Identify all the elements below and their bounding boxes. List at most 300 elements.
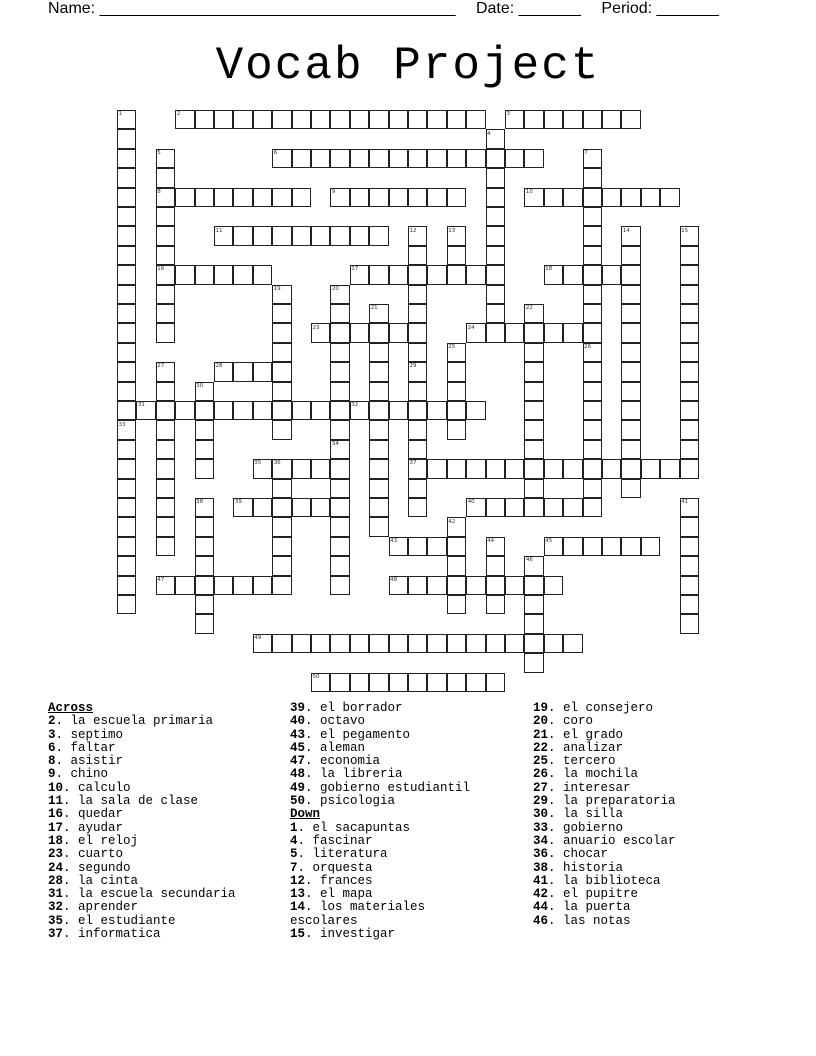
crossword-cell[interactable] <box>660 459 679 478</box>
crossword-cell[interactable] <box>272 556 291 575</box>
crossword-cell[interactable] <box>369 673 388 692</box>
crossword-cell[interactable] <box>156 323 175 342</box>
crossword-cell[interactable] <box>486 673 505 692</box>
crossword-cell[interactable] <box>292 401 311 420</box>
crossword-cell[interactable] <box>369 343 388 362</box>
crossword-cell[interactable] <box>195 420 214 439</box>
crossword-cell[interactable] <box>583 459 602 478</box>
crossword-cell[interactable] <box>524 653 543 672</box>
crossword-cell[interactable] <box>330 362 349 381</box>
crossword-cell[interactable] <box>117 537 136 556</box>
crossword-cell[interactable] <box>389 634 408 653</box>
crossword-cell[interactable] <box>486 498 505 517</box>
crossword-cell[interactable] <box>486 188 505 207</box>
crossword-cell[interactable] <box>447 537 466 556</box>
crossword-cell[interactable] <box>524 459 543 478</box>
crossword-cell[interactable] <box>583 188 602 207</box>
crossword-cell[interactable] <box>214 265 233 284</box>
crossword-cell[interactable] <box>330 401 349 420</box>
crossword-cell[interactable] <box>330 459 349 478</box>
crossword-cell[interactable] <box>447 265 466 284</box>
crossword-cell[interactable] <box>350 110 369 129</box>
crossword-cell[interactable] <box>233 226 252 245</box>
crossword-cell[interactable] <box>680 285 699 304</box>
crossword-cell[interactable] <box>680 304 699 323</box>
crossword-cell[interactable] <box>389 188 408 207</box>
crossword-cell[interactable] <box>427 188 446 207</box>
crossword-cell[interactable] <box>195 517 214 536</box>
crossword-cell[interactable] <box>563 634 582 653</box>
crossword-cell[interactable] <box>311 110 330 129</box>
crossword-cell[interactable] <box>253 188 272 207</box>
crossword-cell[interactable] <box>505 634 524 653</box>
crossword-cell[interactable] <box>486 246 505 265</box>
crossword-cell[interactable] <box>156 420 175 439</box>
crossword-cell[interactable] <box>408 420 427 439</box>
crossword-cell[interactable] <box>680 537 699 556</box>
crossword-cell[interactable] <box>680 323 699 342</box>
crossword-cell[interactable] <box>505 323 524 342</box>
crossword-cell[interactable] <box>292 459 311 478</box>
crossword-cell[interactable] <box>389 110 408 129</box>
crossword-cell[interactable] <box>408 401 427 420</box>
crossword-cell[interactable] <box>680 517 699 536</box>
crossword-cell[interactable] <box>233 265 252 284</box>
crossword-cell[interactable] <box>408 188 427 207</box>
crossword-cell[interactable] <box>447 673 466 692</box>
crossword-cell[interactable] <box>292 498 311 517</box>
crossword-cell[interactable] <box>505 149 524 168</box>
crossword-cell[interactable] <box>524 440 543 459</box>
crossword-cell[interactable] <box>156 537 175 556</box>
crossword-cell[interactable] <box>621 537 640 556</box>
crossword-cell[interactable] <box>253 265 272 284</box>
date-field[interactable]: Date: _______ <box>475 0 581 17</box>
crossword-cell[interactable] <box>330 420 349 439</box>
crossword-cell[interactable] <box>486 323 505 342</box>
crossword-cell[interactable] <box>408 304 427 323</box>
crossword-cell[interactable] <box>447 634 466 653</box>
crossword-cell[interactable] <box>583 323 602 342</box>
crossword-cell[interactable] <box>524 401 543 420</box>
crossword-cell[interactable] <box>408 149 427 168</box>
crossword-cell[interactable] <box>486 556 505 575</box>
crossword-cell[interactable] <box>563 110 582 129</box>
crossword-cell[interactable] <box>486 595 505 614</box>
crossword-cell[interactable] <box>563 498 582 517</box>
crossword-cell[interactable] <box>369 382 388 401</box>
crossword-cell[interactable] <box>563 537 582 556</box>
crossword-cell[interactable] <box>680 614 699 633</box>
crossword-cell[interactable] <box>117 479 136 498</box>
crossword-cell[interactable] <box>583 420 602 439</box>
crossword-cell[interactable] <box>408 537 427 556</box>
crossword-cell[interactable] <box>369 479 388 498</box>
crossword-cell[interactable] <box>272 110 291 129</box>
crossword-cell[interactable] <box>195 576 214 595</box>
crossword-cell[interactable] <box>272 498 291 517</box>
crossword-cell[interactable] <box>272 382 291 401</box>
crossword-cell[interactable] <box>253 362 272 381</box>
crossword-cell[interactable] <box>524 420 543 439</box>
crossword-cell[interactable] <box>117 149 136 168</box>
crossword-cell[interactable] <box>524 323 543 342</box>
crossword-cell[interactable] <box>117 168 136 187</box>
crossword-cell[interactable] <box>680 265 699 284</box>
crossword-cell[interactable] <box>447 188 466 207</box>
crossword-cell[interactable] <box>486 265 505 284</box>
crossword-cell[interactable] <box>408 285 427 304</box>
crossword-cell[interactable] <box>253 110 272 129</box>
crossword-cell[interactable] <box>330 498 349 517</box>
crossword-cell[interactable] <box>117 517 136 536</box>
crossword-cell[interactable] <box>175 188 194 207</box>
crossword-cell[interactable] <box>311 498 330 517</box>
crossword-cell[interactable] <box>486 634 505 653</box>
crossword-cell[interactable] <box>272 517 291 536</box>
crossword-cell[interactable] <box>524 362 543 381</box>
crossword-cell[interactable] <box>680 459 699 478</box>
crossword-cell[interactable] <box>292 110 311 129</box>
crossword-cell[interactable] <box>117 129 136 148</box>
crossword-cell[interactable] <box>641 188 660 207</box>
crossword-cell[interactable] <box>680 420 699 439</box>
crossword-cell[interactable] <box>466 634 485 653</box>
crossword-cell[interactable] <box>621 285 640 304</box>
crossword-cell[interactable] <box>621 304 640 323</box>
crossword-cell[interactable] <box>253 576 272 595</box>
crossword-cell[interactable] <box>117 401 136 420</box>
crossword-cell[interactable] <box>156 517 175 536</box>
crossword-cell[interactable] <box>195 459 214 478</box>
crossword-cell[interactable] <box>330 149 349 168</box>
crossword-cell[interactable] <box>583 537 602 556</box>
crossword-cell[interactable] <box>486 207 505 226</box>
crossword-cell[interactable] <box>195 188 214 207</box>
crossword-cell[interactable] <box>602 110 621 129</box>
crossword-cell[interactable] <box>292 149 311 168</box>
crossword-cell[interactable] <box>272 479 291 498</box>
crossword-cell[interactable] <box>156 304 175 323</box>
crossword-cell[interactable] <box>311 401 330 420</box>
crossword-cell[interactable] <box>505 498 524 517</box>
crossword-cell[interactable] <box>583 362 602 381</box>
crossword-cell[interactable] <box>117 556 136 575</box>
crossword-cell[interactable] <box>408 382 427 401</box>
crossword-cell[interactable] <box>369 362 388 381</box>
crossword-cell[interactable] <box>466 576 485 595</box>
crossword-cell[interactable] <box>233 401 252 420</box>
crossword-cell[interactable] <box>117 323 136 342</box>
crossword-cell[interactable] <box>621 440 640 459</box>
crossword-cell[interactable] <box>621 382 640 401</box>
crossword-cell[interactable] <box>330 576 349 595</box>
crossword-cell[interactable] <box>524 498 543 517</box>
crossword-cell[interactable] <box>408 634 427 653</box>
crossword-cell[interactable] <box>660 188 679 207</box>
crossword-cell[interactable] <box>195 556 214 575</box>
crossword-cell[interactable] <box>195 265 214 284</box>
crossword-cell[interactable] <box>680 595 699 614</box>
crossword-cell[interactable] <box>408 246 427 265</box>
crossword-cell[interactable] <box>680 440 699 459</box>
crossword-cell[interactable] <box>117 440 136 459</box>
crossword-cell[interactable] <box>156 440 175 459</box>
crossword-cell[interactable] <box>117 265 136 284</box>
crossword-cell[interactable] <box>311 634 330 653</box>
crossword-cell[interactable] <box>447 110 466 129</box>
crossword-cell[interactable] <box>563 188 582 207</box>
crossword-cell[interactable] <box>117 343 136 362</box>
crossword-cell[interactable] <box>408 498 427 517</box>
crossword-cell[interactable] <box>389 673 408 692</box>
crossword-cell[interactable] <box>544 110 563 129</box>
crossword-cell[interactable] <box>466 110 485 129</box>
crossword-cell[interactable] <box>214 401 233 420</box>
crossword-cell[interactable] <box>195 537 214 556</box>
crossword-cell[interactable] <box>621 246 640 265</box>
crossword-cell[interactable] <box>583 285 602 304</box>
crossword-cell[interactable] <box>583 401 602 420</box>
crossword-cell[interactable] <box>117 207 136 226</box>
crossword-cell[interactable] <box>680 556 699 575</box>
crossword-cell[interactable] <box>544 576 563 595</box>
crossword-cell[interactable] <box>214 188 233 207</box>
crossword-cell[interactable] <box>621 188 640 207</box>
crossword-cell[interactable] <box>369 188 388 207</box>
crossword-cell[interactable] <box>486 285 505 304</box>
crossword-cell[interactable] <box>253 226 272 245</box>
crossword-cell[interactable] <box>292 226 311 245</box>
crossword-cell[interactable] <box>117 576 136 595</box>
crossword-cell[interactable] <box>156 226 175 245</box>
crossword-cell[interactable] <box>680 401 699 420</box>
crossword-cell[interactable] <box>156 207 175 226</box>
crossword-cell[interactable] <box>233 362 252 381</box>
crossword-cell[interactable] <box>253 401 272 420</box>
crossword-cell[interactable] <box>524 382 543 401</box>
crossword-cell[interactable] <box>350 188 369 207</box>
crossword-cell[interactable] <box>583 265 602 284</box>
crossword-cell[interactable] <box>408 323 427 342</box>
crossword-cell[interactable] <box>369 265 388 284</box>
crossword-cell[interactable] <box>233 576 252 595</box>
crossword-cell[interactable] <box>563 265 582 284</box>
crossword-cell[interactable] <box>156 459 175 478</box>
crossword-cell[interactable] <box>117 459 136 478</box>
crossword-cell[interactable] <box>447 459 466 478</box>
crossword-cell[interactable] <box>369 440 388 459</box>
crossword-cell[interactable] <box>156 401 175 420</box>
crossword-cell[interactable] <box>583 168 602 187</box>
crossword-cell[interactable] <box>330 634 349 653</box>
crossword-cell[interactable] <box>447 420 466 439</box>
crossword-cell[interactable] <box>486 168 505 187</box>
crossword-cell[interactable] <box>447 246 466 265</box>
crossword-cell[interactable] <box>447 149 466 168</box>
crossword-cell[interactable] <box>311 459 330 478</box>
crossword-cell[interactable] <box>524 149 543 168</box>
crossword-cell[interactable] <box>447 362 466 381</box>
crossword-cell[interactable] <box>233 188 252 207</box>
crossword-cell[interactable] <box>156 498 175 517</box>
crossword-cell[interactable] <box>350 673 369 692</box>
crossword-cell[interactable] <box>621 362 640 381</box>
crossword-cell[interactable] <box>486 576 505 595</box>
crossword-cell[interactable] <box>524 595 543 614</box>
crossword-cell[interactable] <box>563 323 582 342</box>
crossword-cell[interactable] <box>583 440 602 459</box>
crossword-cell[interactable] <box>602 265 621 284</box>
crossword-cell[interactable] <box>680 362 699 381</box>
crossword-cell[interactable] <box>505 576 524 595</box>
crossword-cell[interactable] <box>350 149 369 168</box>
crossword-cell[interactable] <box>427 149 446 168</box>
crossword-cell[interactable] <box>369 420 388 439</box>
crossword-cell[interactable] <box>195 110 214 129</box>
crossword-cell[interactable] <box>602 188 621 207</box>
crossword-cell[interactable] <box>330 382 349 401</box>
crossword-cell[interactable] <box>641 459 660 478</box>
crossword-cell[interactable] <box>272 401 291 420</box>
crossword-cell[interactable] <box>156 382 175 401</box>
crossword-cell[interactable] <box>524 634 543 653</box>
crossword-cell[interactable] <box>350 226 369 245</box>
crossword-cell[interactable] <box>195 595 214 614</box>
crossword-cell[interactable] <box>330 110 349 129</box>
crossword-cell[interactable] <box>466 459 485 478</box>
crossword-cell[interactable] <box>330 323 349 342</box>
crossword-cell[interactable] <box>563 459 582 478</box>
crossword-cell[interactable] <box>272 537 291 556</box>
crossword-cell[interactable] <box>117 498 136 517</box>
crossword-cell[interactable] <box>369 226 388 245</box>
crossword-cell[interactable] <box>292 634 311 653</box>
crossword-cell[interactable] <box>175 265 194 284</box>
crossword-cell[interactable] <box>175 401 194 420</box>
crossword-cell[interactable] <box>621 343 640 362</box>
crossword-cell[interactable] <box>583 246 602 265</box>
crossword-cell[interactable] <box>408 673 427 692</box>
crossword-cell[interactable] <box>214 110 233 129</box>
crossword-cell[interactable] <box>408 343 427 362</box>
crossword-cell[interactable] <box>350 634 369 653</box>
crossword-cell[interactable] <box>447 382 466 401</box>
crossword-cell[interactable] <box>427 634 446 653</box>
crossword-cell[interactable] <box>486 459 505 478</box>
crossword-cell[interactable] <box>680 382 699 401</box>
crossword-cell[interactable] <box>389 401 408 420</box>
crossword-cell[interactable] <box>156 285 175 304</box>
crossword-cell[interactable] <box>272 420 291 439</box>
crossword-cell[interactable] <box>486 304 505 323</box>
crossword-cell[interactable] <box>272 634 291 653</box>
crossword-cell[interactable] <box>272 304 291 323</box>
crossword-cell[interactable] <box>272 343 291 362</box>
crossword-cell[interactable] <box>330 226 349 245</box>
crossword-cell[interactable] <box>621 401 640 420</box>
crossword-cell[interactable] <box>466 673 485 692</box>
crossword-cell[interactable] <box>466 149 485 168</box>
crossword-cell[interactable] <box>427 401 446 420</box>
crossword-cell[interactable] <box>117 246 136 265</box>
crossword-cell[interactable] <box>330 343 349 362</box>
crossword-cell[interactable] <box>195 440 214 459</box>
crossword-cell[interactable] <box>389 149 408 168</box>
crossword-cell[interactable] <box>117 595 136 614</box>
crossword-cell[interactable] <box>583 304 602 323</box>
crossword-cell[interactable] <box>544 188 563 207</box>
crossword-cell[interactable] <box>427 537 446 556</box>
crossword-cell[interactable] <box>117 226 136 245</box>
crossword-cell[interactable] <box>447 401 466 420</box>
crossword-cell[interactable] <box>272 362 291 381</box>
crossword-cell[interactable] <box>505 459 524 478</box>
crossword-cell[interactable] <box>427 110 446 129</box>
crossword-cell[interactable] <box>621 459 640 478</box>
crossword-cell[interactable] <box>466 401 485 420</box>
crossword-cell[interactable] <box>680 246 699 265</box>
crossword-cell[interactable] <box>156 246 175 265</box>
crossword-cell[interactable] <box>272 323 291 342</box>
crossword-cell[interactable] <box>156 168 175 187</box>
crossword-cell[interactable] <box>641 537 660 556</box>
crossword-cell[interactable] <box>427 459 446 478</box>
crossword-cell[interactable] <box>486 149 505 168</box>
crossword-cell[interactable] <box>369 323 388 342</box>
crossword-cell[interactable] <box>195 614 214 633</box>
crossword-cell[interactable] <box>524 479 543 498</box>
crossword-cell[interactable] <box>330 673 349 692</box>
crossword-cell[interactable] <box>369 401 388 420</box>
crossword-cell[interactable] <box>427 265 446 284</box>
crossword-cell[interactable] <box>214 576 233 595</box>
crossword-cell[interactable] <box>680 343 699 362</box>
crossword-cell[interactable] <box>621 420 640 439</box>
crossword-cell[interactable] <box>117 285 136 304</box>
crossword-cell[interactable] <box>408 110 427 129</box>
crossword-cell[interactable] <box>233 110 252 129</box>
crossword-cell[interactable] <box>389 323 408 342</box>
crossword-cell[interactable] <box>602 537 621 556</box>
crossword-cell[interactable] <box>447 556 466 575</box>
crossword-cell[interactable] <box>583 498 602 517</box>
crossword-cell[interactable] <box>602 459 621 478</box>
crossword-cell[interactable] <box>175 576 194 595</box>
crossword-cell[interactable] <box>544 459 563 478</box>
crossword-cell[interactable] <box>621 110 640 129</box>
crossword-cell[interactable] <box>583 110 602 129</box>
crossword-cell[interactable] <box>427 576 446 595</box>
crossword-cell[interactable] <box>272 188 291 207</box>
crossword-cell[interactable] <box>292 188 311 207</box>
crossword-cell[interactable] <box>621 479 640 498</box>
crossword-cell[interactable] <box>583 479 602 498</box>
period-field[interactable]: Period: _______ <box>601 0 719 17</box>
crossword-cell[interactable] <box>583 207 602 226</box>
crossword-cell[interactable] <box>156 479 175 498</box>
crossword-cell[interactable] <box>195 401 214 420</box>
crossword-cell[interactable] <box>408 479 427 498</box>
crossword-cell[interactable] <box>544 323 563 342</box>
crossword-cell[interactable] <box>408 576 427 595</box>
crossword-cell[interactable] <box>117 188 136 207</box>
crossword-cell[interactable] <box>621 265 640 284</box>
crossword-cell[interactable] <box>524 343 543 362</box>
crossword-cell[interactable] <box>369 459 388 478</box>
crossword-cell[interactable] <box>330 479 349 498</box>
crossword-cell[interactable] <box>117 362 136 381</box>
